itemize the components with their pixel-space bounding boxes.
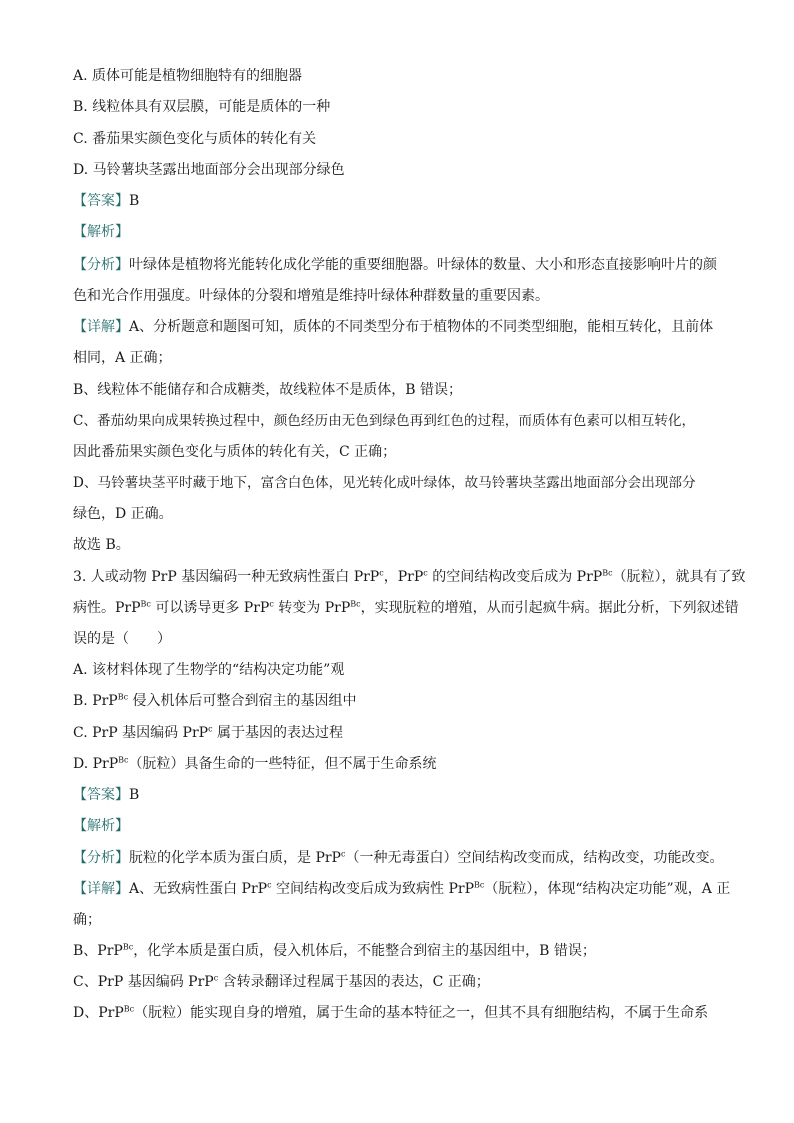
answer-value: B [129, 787, 140, 803]
superscript: Bc [117, 692, 129, 702]
xiangjie-text: D、PrP [73, 1005, 124, 1021]
q3-option-a: A. 该材料体现了生物学的“结构决定功能”观 [73, 662, 345, 678]
superscript: c [208, 724, 213, 734]
fenxi-tag: 【分析】 [73, 850, 129, 866]
q3-xiangjie-line-2: 确； [73, 912, 101, 928]
q3-fenxi-line [73, 848, 724, 868]
q3-xiangjie-line-1 [73, 879, 731, 899]
option-d: D. 马铃薯块茎露出地面部分会出现部分绿色 [73, 162, 345, 178]
superscript: Bc [140, 599, 151, 609]
q3-xiangjie-line-3 [73, 941, 721, 961]
xiangjie-text: 含转录翻译过程属于基因的表达，C 正确； [218, 974, 490, 990]
q3-stem-text: 转变为 PrP [273, 600, 351, 616]
q3-stem-text: ，实现朊粒的增殖，从而引起疯牛病。据此分析，下列叙述错 [360, 600, 739, 616]
q3-option-c [73, 723, 721, 743]
superscript: c [267, 880, 272, 890]
superscript: Bc [350, 599, 361, 609]
q3-xiangjie-line-4 [73, 972, 721, 992]
xiangjie-line-1 [73, 317, 721, 337]
superscript: Bc [123, 1004, 135, 1014]
q3-xiangjie-line-5 [73, 1003, 721, 1023]
q3-stem-line-2 [73, 598, 739, 618]
option-text: （朊粒）具备生命的一些特征，但不属于生命系统 [128, 756, 437, 772]
superscript: c [379, 568, 384, 578]
q3-stem-text: （朊粒），就具有了致 [612, 569, 746, 585]
xiangjie-text: C、PrP 基因编码 PrP [73, 974, 214, 990]
superscript: c [423, 568, 428, 578]
option-text: B. PrP [73, 693, 118, 709]
superscript: c [213, 973, 219, 983]
xiangjie-line-8: 故选 B。 [73, 537, 130, 553]
fenxi-line-1 [73, 255, 721, 275]
superscript: c [340, 849, 346, 859]
option-c: C. 番茄果实颜色变化与质体的转化有关 [73, 131, 317, 147]
xiangjie-tag: 【详解】 [73, 881, 129, 897]
option-text: 侵入机体后可整合到宿主的基因组中 [128, 693, 357, 709]
q3-option-b [73, 691, 721, 711]
fenxi-text: 朊粒的化学本质为蛋白质，是 PrP [129, 850, 341, 866]
xiangjie-text: （朊粒）能实现自身的增殖，属于生命的基本特征之一，但其不具有细胞结构，不属于生命系 [134, 1005, 709, 1021]
q3-stem-text: ，PrP [383, 569, 424, 585]
option-text: 属于基因的表达过程 [212, 725, 344, 741]
answer-tag: 【答案】 [73, 787, 129, 803]
xiangjie-text: （朊粒），体现“结构决定功能”观，A 正 [484, 881, 731, 897]
xiangjie-line-7: 绿色，D 正确。 [73, 506, 173, 522]
superscript: c [269, 599, 274, 609]
xiangjie-text: A、分析题意和题图可知，质体的不同类型分布于植物体的不同类型细胞，能相互转化，且前体 [129, 319, 714, 335]
superscript: Bc [602, 568, 613, 578]
superscript: Bc [474, 880, 485, 890]
fenxi-text: 叶绿体是植物将光能转化成化学能的重要细胞器。叶绿体的数量、大小和形态直接影响叶片的颜 [129, 257, 717, 273]
q3-option-d [73, 754, 721, 774]
option-text: D. PrP [73, 756, 119, 772]
q3-stem-text: 3. 人或动物 PrP 基因编码一种无致病性蛋白 PrP [73, 569, 380, 585]
answer-tag: 【答案】 [73, 193, 129, 209]
option-a: A. 质体可能是植物细胞特有的细胞器 [73, 68, 303, 84]
q3-stem-text: 病性。PrP [73, 600, 141, 616]
q3-stem-line-3: 误的是（ ） [73, 631, 171, 647]
answer-line [73, 191, 721, 211]
option-text: C. PrP 基因编码 PrP [73, 725, 209, 741]
analysis-tag: 【解析】 [73, 818, 129, 834]
q3-analysis-heading [73, 816, 721, 836]
answer-value: B [129, 193, 140, 209]
xiangjie-line-4: C、番茄幼果向成果转换过程中，颜色经历由无色到绿色再到红色的过程，而质体有色素可以相互转化， [73, 413, 696, 429]
xiangjie-line-2: 相同，A 正确； [73, 350, 172, 366]
xiangjie-tag: 【详解】 [73, 319, 129, 335]
q3-stem-line-1 [73, 567, 746, 587]
analysis-heading [73, 222, 721, 242]
fenxi-line-2: 色和光合作用强度。叶绿体的分裂和增殖是维持叶绿体种群数量的重要因素。 [73, 288, 549, 304]
fenxi-text: （一种无毒蛋白）空间结构改变而成，结构改变，功能改变。 [345, 850, 724, 866]
q3-answer-line [73, 785, 721, 805]
fenxi-tag: 【分析】 [73, 257, 129, 273]
q3-stem-text: 的空间结构改变后成为 PrP [427, 569, 603, 585]
xiangjie-line-6: D、马铃薯块茎平时藏于地下，富含白色体，见光转化成叶绿体，故马铃薯块茎露出地面部分会出现部分 [73, 475, 696, 491]
xiangjie-text: B、PrP [73, 943, 123, 959]
xiangjie-text: 空间结构改变后成为致病性 PrP [271, 881, 475, 897]
xiangjie-text: A、无致病性蛋白 PrP [129, 881, 268, 897]
analysis-tag: 【解析】 [73, 224, 129, 240]
superscript: Bc [118, 755, 129, 765]
xiangjie-line-5: 因此番茄果实颜色变化与质体的转化有关，C 正确； [73, 444, 397, 460]
option-b: B. 线粒体具有双层膜，可能是质体的一种 [73, 99, 331, 115]
q3-stem-text: 可以诱导更多 PrP [150, 600, 270, 616]
xiangjie-text: ，化学本质是蛋白质，侵入机体后，不能整合到宿主的基因组中，B 错误； [133, 943, 596, 959]
superscript: Bc [122, 942, 134, 952]
xiangjie-line-3: B、线粒体不能储存和合成糖类，故线粒体不是质体，B 错误； [73, 382, 463, 398]
